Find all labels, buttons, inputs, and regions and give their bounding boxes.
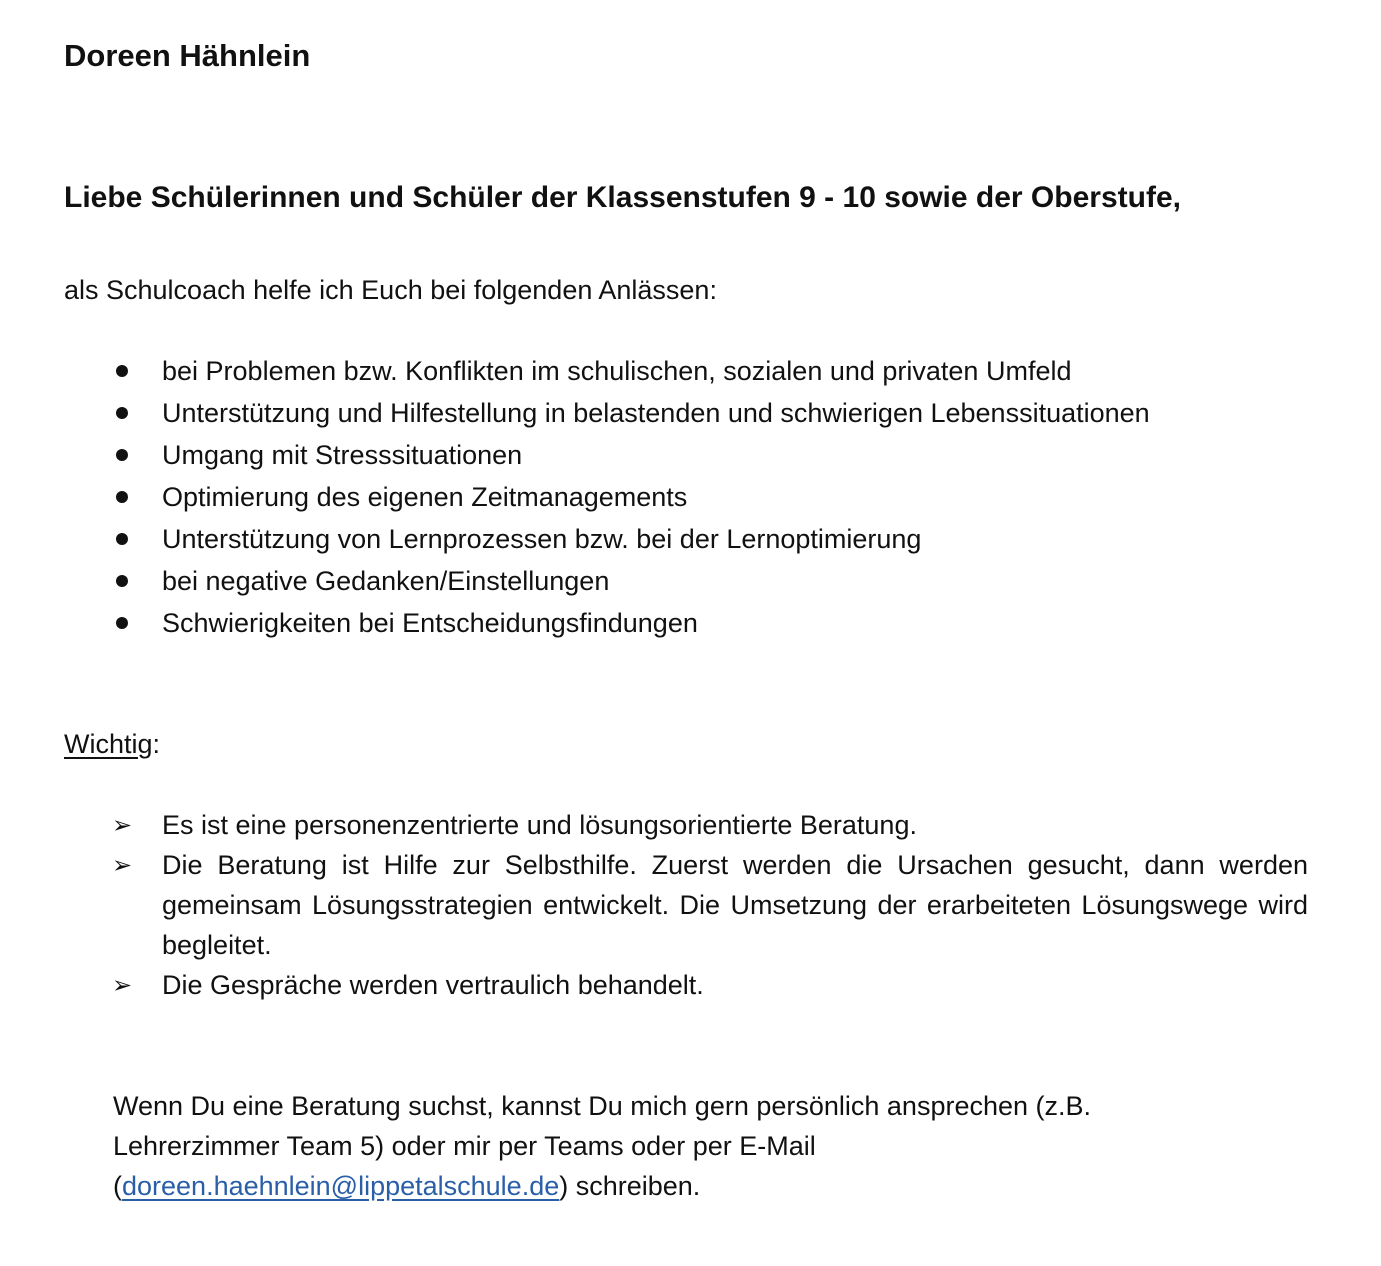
intro-paragraph: als Schulcoach helfe ich Euch bei folgenden Anlässen: [64, 275, 717, 305]
list-item [112, 965, 1308, 1005]
list-item-text: Es ist eine personenzentrierte und lösungsorientierte Beratung. [162, 810, 917, 840]
list-item [112, 476, 1150, 518]
bullet-dot-icon [116, 617, 128, 629]
bullet-dot-icon [116, 491, 128, 503]
list-item-text: Unterstützung und Hilfestellung in belastenden und schwierigen Lebenssituationen [162, 398, 1150, 428]
important-heading [64, 726, 160, 762]
important-colon: : [152, 729, 161, 759]
list-item [112, 845, 1308, 965]
list-item [112, 602, 1150, 644]
list-item [112, 350, 1150, 392]
bullet-dot-icon [116, 575, 128, 587]
list-item-text: Die Gespräche werden vertraulich behandelt. [162, 970, 704, 1000]
list-item-text: Umgang mit Stresssituationen [162, 440, 523, 470]
bullet-dot-icon [116, 365, 128, 377]
list-item-text: Schwierigkeiten bei Entscheidungsfindungen [162, 608, 698, 638]
author-name: Doreen Hähnlein [64, 38, 311, 73]
email-link[interactable]: doreen.haehnlein@lippetalschule.de [122, 1171, 560, 1201]
bullet-dot-icon [116, 407, 128, 419]
contact-paragraph [113, 1086, 1263, 1206]
important-points-list [112, 805, 1308, 1005]
greeting-heading: Liebe Schülerinnen und Schüler der Klassenstufen 9 - 10 sowie der Oberstufe, [64, 181, 1181, 214]
list-item [112, 560, 1150, 602]
list-item [112, 805, 1308, 845]
list-item-text: Unterstützung von Lernprozessen bzw. bei der Lernoptimierung [162, 524, 922, 554]
list-item [112, 434, 1150, 476]
important-label: Wichtig [64, 729, 153, 759]
bullet-dot-icon [116, 449, 128, 461]
contact-text-before: Wenn Du eine Beratung suchst, kannst Du mich gern persönlich ansprechen (z.B. Lehrerzimmer Team 5) oder mir per Teams oder per E-Mail ( [113, 1091, 1092, 1201]
contact-text-after: ) schreiben. [559, 1171, 701, 1201]
list-item-text: Die Beratung ist Hilfe zur Selbsthilfe. Zuerst werden die Ursachen gesucht, dann werden gemeinsam Lösungsstrategien entwickelt. Die Umsetzung der erarbeiteten Lösungswege wird begleitet. [162, 850, 1308, 960]
topics-bullet-list [112, 350, 1150, 644]
list-item-text: bei negative Gedanken/Einstellungen [162, 566, 610, 596]
list-item [112, 518, 1150, 560]
bullet-dot-icon [116, 533, 128, 545]
list-item-text: Optimierung des eigenen Zeitmanagements [162, 482, 688, 512]
arrowhead-bullet-icon: ➢ [112, 851, 133, 879]
list-item [112, 392, 1150, 434]
arrowhead-bullet-icon: ➢ [112, 811, 133, 839]
list-item-text: bei Problemen bzw. Konflikten im schulischen, sozialen und privaten Umfeld [162, 356, 1072, 386]
arrowhead-bullet-icon: ➢ [112, 971, 133, 999]
